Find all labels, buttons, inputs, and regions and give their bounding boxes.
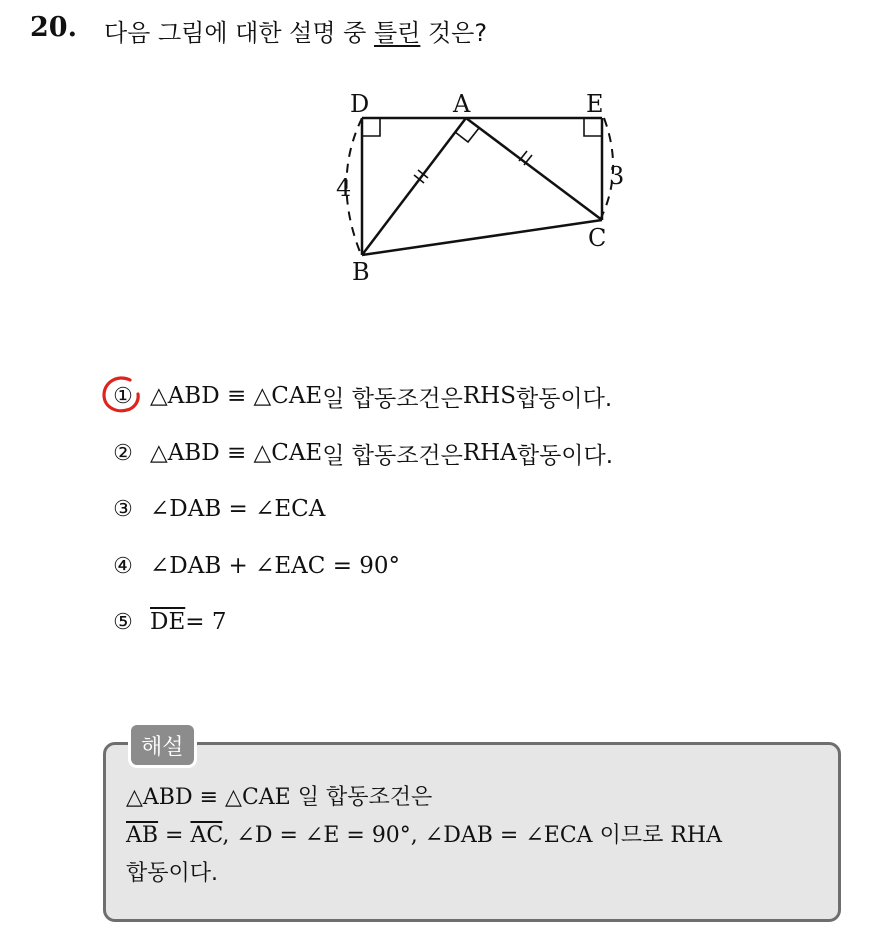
tick-AC (519, 151, 532, 165)
explanation-math-2: , ∠D = ∠E = 90°, ∠DAB = ∠ECA (222, 823, 600, 848)
choice-4[interactable] (108, 549, 400, 583)
question-text-after: 것은? (420, 19, 488, 47)
choice-2[interactable] (108, 436, 613, 470)
segment-AC-label: $\overline{AC}$ (190, 823, 223, 848)
choice-5[interactable] (108, 605, 226, 639)
choice-2-math: △ABD ≡ △CAE (150, 440, 323, 466)
choice-1-math: △ABD ≡ △CAE (150, 383, 323, 409)
choice-3[interactable] (108, 492, 325, 526)
label-B: B (352, 258, 370, 286)
explanation-rha: RHA (663, 823, 722, 848)
choice-number: ④ (113, 553, 133, 579)
segment-AB (362, 118, 466, 255)
explanation-math-1: △ABD ≡ △CAE (126, 785, 298, 810)
explanation-ko-1: 일 합동조건은 (297, 785, 433, 810)
explanation-line-2: $\overline{AB} = \overline{AC}$, ∠D = ∠E = 90°, ∠DAB = ∠ECA 이므로 RHA (126, 823, 722, 848)
label-C: C (588, 224, 607, 252)
choice-3-text: ∠DAB = ∠ECA (150, 496, 326, 522)
choice-4-text: ∠DAB + ∠EAC = 90° (150, 553, 401, 579)
choice-number: ② (113, 440, 133, 466)
right-angle-A (455, 128, 479, 142)
question-number: 20. (30, 12, 77, 43)
segment-DE-label: $\overline{DE}$ (150, 609, 186, 635)
choice-1-ko: 일 합동조건은 (322, 385, 463, 412)
explanation-ko-2: 이므로 (599, 823, 664, 848)
question-text-before: 다음 그림에 대한 설명 중 (104, 19, 374, 47)
length-EC: 3 (609, 162, 625, 190)
choice-5-rest: = 7 (185, 609, 227, 635)
choice-number: ⑤ (113, 609, 133, 635)
explanation-line-3: 합동이다. (126, 861, 219, 886)
geometry-figure (320, 80, 650, 290)
question-text-underlined: 틀린 (373, 19, 421, 47)
choice-2-end: 합동이다. (516, 442, 614, 469)
label-A: A (453, 90, 471, 118)
segment-AB-label: $\overline{AB}$ (126, 823, 159, 848)
choice-2-rha: RHA (462, 440, 517, 466)
choice-number: ③ (113, 496, 133, 522)
choice-1-end: 합동이다. (516, 385, 613, 412)
right-angle-E (584, 118, 602, 136)
explanation-badge: 해설 (128, 722, 197, 768)
right-angle-D (362, 118, 380, 136)
label-E: E (586, 90, 604, 118)
label-D: D (350, 90, 370, 118)
segment-BC (362, 220, 602, 255)
choice-1[interactable] (108, 379, 612, 413)
segment-AC (466, 118, 602, 220)
question-text (104, 13, 487, 48)
choice-1-rhs: RHS (462, 383, 516, 409)
choice-number: ① (113, 383, 133, 409)
length-DB: 4 (336, 174, 352, 202)
choice-2-ko: 일 합동조건은 (322, 442, 463, 469)
explanation-line-1 (126, 780, 432, 811)
